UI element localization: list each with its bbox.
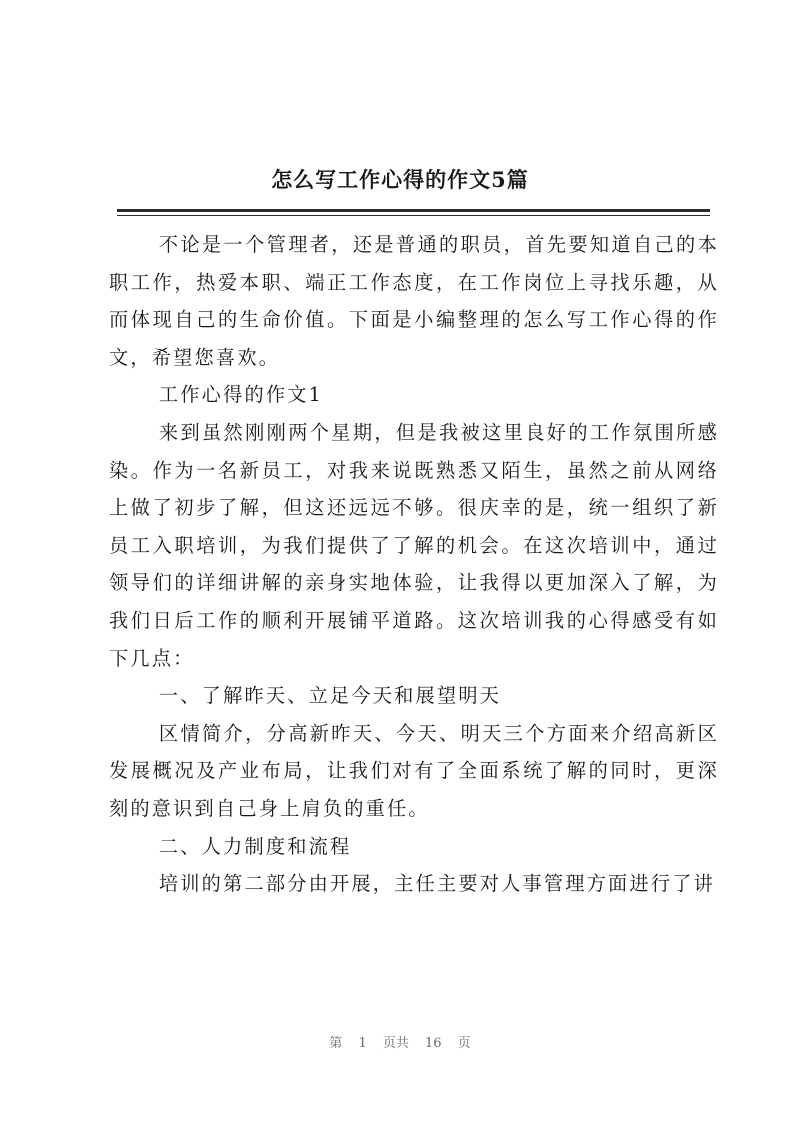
intro-paragraph: 不论是一个管理者，还是普通的职员，首先要知道自己的本职工作，热爱本职、端正工作态度，在工作岗位上寻找乐趣，从而体现自己的生命价值。下面是小编整理的怎么写工作心得的作文，希望您喜欢。 (109, 233, 719, 369)
footer-label-pages: 页 (457, 1036, 471, 1051)
document-title: 怎么写工作心得的作文5篇 (271, 167, 529, 192)
document-body (109, 226, 719, 903)
section-heading-essay-1: 工作心得的作文1 (158, 383, 324, 407)
page-footer (0, 1032, 800, 1051)
subheading-1: 一、了解昨天、立足今天和展望明天 (158, 684, 502, 708)
footer-current-page: 1 (358, 1036, 367, 1051)
body-paragraph: 区情简介，分高新昨天、今天、明天三个方面来介绍高新区发展概况及产业布局，让我们对有了全面系统了解的同时，更深刻的意识到自己身上肩负的重任。 (109, 721, 719, 820)
footer-label-page: 第 (329, 1036, 343, 1051)
body-paragraph: 来到虽然刚刚两个星期，但是我被这里良好的工作氛围所感染。作为一名新员工，对我来说既熟悉又陌生，虽然之前从网络上做了初步了解，但这还远远不够。很庆幸的是，统一组织了新员工入职培训，为我们提供了了解的机会。在这次培训中，通过领导们的详细讲解的亲身实地体验，让我得以更加深入了解，为我们日后工作的顺利开展铺平道路。这次培训我的心得感受有如下几点： (109, 420, 719, 670)
subheading-2: 二、人力制度和流程 (158, 834, 352, 858)
body-paragraph: 培训的第二部分由开展，主任主要对人事管理方面进行了讲 (158, 872, 715, 896)
footer-total-pages: 16 (425, 1036, 442, 1051)
footer-label-of: 页共 (382, 1036, 409, 1051)
title-divider-thick (117, 209, 710, 212)
title-divider-thin (117, 215, 710, 216)
